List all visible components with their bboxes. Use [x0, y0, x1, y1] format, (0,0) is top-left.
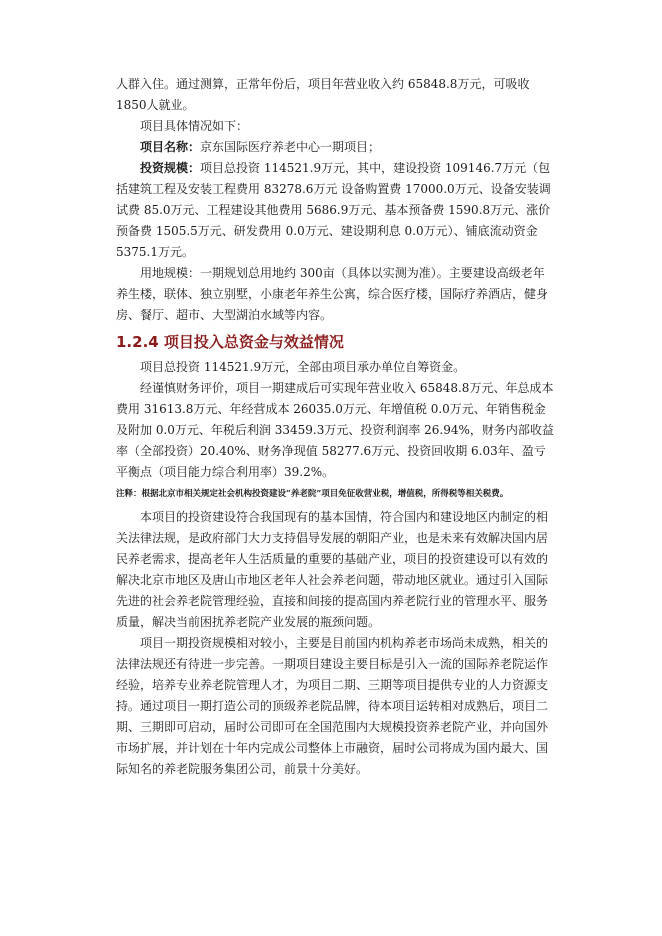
paragraph-total-investment: 项目总投资 114521.9万元，全部由项目承办单位自筹资金。: [140, 360, 466, 374]
paragraph-investment-scale: [116, 158, 556, 263]
paragraph-details-intro: 项目具体情况如下：: [140, 119, 249, 133]
paragraph-land-use: 用地规模：一期规划总用地约 300亩（具体以实测为准）。主要建设高级老年养生楼，联体、独立别墅，小康老年养生公寓，综合医疗楼，国际疗养酒店，健身房、餐厅、超市、大型湖泊水域等内容。: [116, 266, 549, 322]
paragraph-phase-plan: 项目一期投资规模相对较小，主要是目前国内机构养老市场尚未成熟，相关的法律法规还有待进一步完善。一期项目建设主要目标是引入一流的国际养老院运作经验，培养专业养老院管理人才，为项目二期、三期等项目提供专业的人力资源支持。通过项目一期打造公司的顶级养老院品牌，待本项目运转相对成熟后，项目二期、三期即可启动，届时公司即可在全国范围内大规模投资养老院产业，并向国外市场扩展，并计划在十年内完成公司整体上市融资，届时公司将成为国内最大、国际知名的养老院服务集团公司，前景十分美好。: [116, 636, 549, 776]
paragraph-employment: 人群入住。通过测算，正常年份后，项目年营业收入约 65848.8万元，可吸收1850人就业。: [116, 77, 530, 112]
paragraph-policy-compliance: 本项目的投资建设符合我国现有的基本国情，符合国内和建设地区内制定的相关法律法规，是政府部门大力支持倡导发展的朝阳产业，也是未来有效解决国内居民养老需求，提高老年人生活质量的重要的基础产业，项目的投资建设可以有效的解决北京市地区及唐山市地区老年人社会养老问题，带动地区就业。通过引入国际先进的社会养老院管理经验，直接和间接的提高国内养老院行业的管理水平、服务质量，解决当前困扰养老院产业发展的瓶颈问题。: [116, 510, 549, 629]
paragraph-financial-evaluation: 经谨慎财务评价，项目一期建成后可实现年营业收入 65848.8万元、年总成本费用 31613.8万元、年经营成本 26035.0万元、年增值税 0.0万元、年销售税金及附加 0.0万元、年税后利润 33459.3万元、投资利润率 26.94%，财务内部收益率（全部投资）20.40%、财务净现值 58277.6万元、投资回收期 6.03年、盈亏平衡点（项目能力综合利用率）39.2%。: [116, 381, 554, 479]
paragraph-project-name: [116, 137, 556, 158]
investment-scale-value: 项目总投资 114521.9万元，其中，建设投资 109146.7万元（包括建筑工程及安装工程费用 83278.6万元 设备购置费 17000.0万元、设备安装调试费 85.0万元、工程建设其他费用 5686.9万元、基本预备费 1590.8万元、涨价预备费 1505.5万元、研发费用 0.0万元、建设期利息 0.0万元）、铺底流动资金 5375.1万元。: [116, 161, 551, 259]
project-name-value: 京东国际医疗养老中心一期项目；: [200, 140, 381, 154]
footnote-tax-exemption: 注释：根据北京市相关规定社会机构投资建设“养老院”项目免征收营业税，增值税，所得税等相关税费。: [116, 489, 509, 499]
project-name-label: 项目名称：: [140, 140, 201, 154]
investment-scale-label: 投资规模：: [140, 161, 201, 175]
section-heading: 1.2.4 项目投入总资金与效益情况: [116, 333, 344, 351]
page-content: [116, 74, 556, 780]
